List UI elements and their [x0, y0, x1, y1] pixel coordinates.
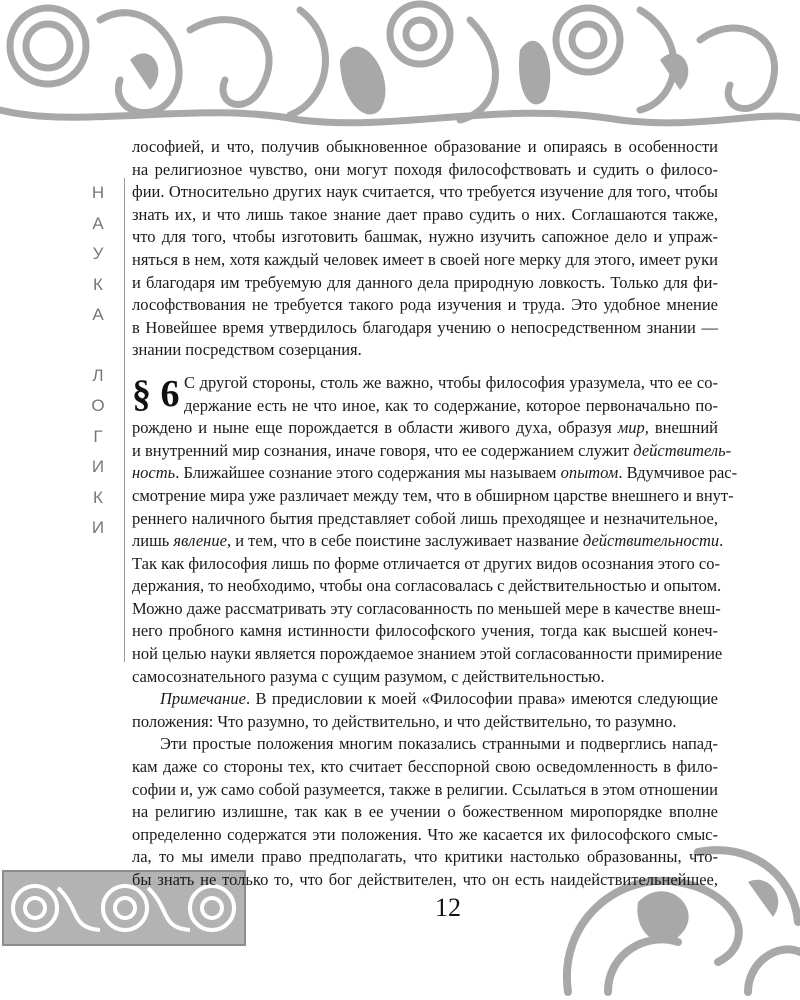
text-line: положения: Что разумно, то действительно, и что действительно, то разумно.: [132, 711, 677, 731]
text-line: самосознательного разума с сущим разумом, с действительностью.: [132, 666, 605, 686]
text-line: смотрение мира уже различает между тем, что в обширном царстве внешнего и внут-: [132, 485, 734, 505]
emphasis: мир,: [617, 418, 649, 438]
paragraph-continued: [132, 136, 718, 362]
text-line: держания, то необходимо, чтобы она согласовалась с действительностью и опытом.: [132, 576, 722, 596]
text-line: Эти простые положения многим показались странными и подверглись напад-: [160, 734, 718, 754]
section-6: [132, 372, 738, 688]
text-line: лишь явление, и тем, что в себе поистине заслуживает название действительности.: [132, 531, 724, 551]
text-line: на религию излишне, так как в ее учении о божественном миропорядке вполне: [132, 802, 718, 822]
text-line: Так как философия лишь по форме отличается от других видов осознания этого со-: [132, 553, 720, 573]
side-letter: О: [91, 396, 105, 415]
text-line: лософией, и что, получив обыкновенное образование и опираясь в особенности: [132, 137, 718, 156]
side-letter: У: [92, 244, 104, 263]
text-line: фии. Относительно других наук считается, что требуется изучение для того, чтобы: [132, 182, 718, 202]
text-line: в Новейшее время утвердилось благодаря учению о непосредственном знании —: [132, 317, 718, 337]
emphasis: действитель-: [633, 440, 732, 460]
text-line: Примечание. В предисловии к моей «Философии права» имеются следующие: [160, 689, 718, 709]
text-line: С другой стороны, столь же важно, чтобы философия уразумела, что ее со-: [184, 372, 718, 392]
text-line: бы знать не только то, что бог действителен, что он есть наидействительнейшее,: [132, 870, 718, 889]
side-letter: И: [91, 457, 105, 476]
emphasis: действительности: [582, 531, 720, 551]
text-line: него пробного камня истинности философского учения, тогда как высшей конеч-: [132, 621, 718, 641]
side-letter: Л: [92, 365, 104, 385]
text-line: ность. Ближайшее сознание этого содержания мы называем опытом. Вдумчивое рас-: [132, 463, 738, 483]
side-title: [83, 178, 113, 544]
text-line: лософствования не требуется такого рода изучения и труда. Это удобное мнение: [132, 295, 718, 315]
text-line: знании посредством созерцания.: [132, 340, 362, 360]
text-line: Можно даже рассматривать эту согласованность по меньшей мере в качестве внеш-: [132, 598, 721, 618]
text-line: няться в нем, хотя каждый человек имеет в своей ноге мерку для этого, имеет руки: [132, 249, 718, 269]
emphasis: явление: [173, 531, 227, 551]
text-line: кам даже со стороны тех, кто считает бесспорной свою осведомленность в фило-: [132, 757, 718, 777]
text-line: реннего наличного бытия представляет собой лишь преходящее и незначительное,: [132, 508, 718, 528]
side-letter: А: [92, 213, 104, 233]
text-line: на религиозное чувство, они могут походя философствовать и судить о филосо-: [132, 159, 718, 179]
text-line: держание есть не что иное, как то содержание, которое первоначально по-: [184, 395, 718, 415]
side-letter: И: [91, 518, 105, 537]
note-label: Примечание: [160, 689, 246, 709]
top-ornament-border: [0, 0, 800, 132]
text-line: рождено и ныне еще порождается в области живого духа, образуя мир, внешний: [132, 418, 718, 438]
side-letter: К: [93, 274, 103, 294]
text-line: и внутренний мир сознания, иначе говоря, что ее содержанием служит действитель-: [132, 440, 732, 460]
text-line: ной целью науки является порождаемое знанием этой согласованности примирение: [132, 644, 723, 664]
text-line: знать их, и что лишь такое знание дает право судить о них. Соглашаются также,: [132, 204, 718, 224]
side-letter: А: [92, 305, 104, 324]
text-line: софии и, уж само собой разумеется, также в религии. Ссылаться в этом отношении: [132, 779, 718, 799]
text-line: ла, то мы имели право предполагать, что критики настолько образованны, что-: [132, 847, 718, 867]
note-paragraph: [132, 688, 718, 733]
section-number: § 6: [132, 372, 180, 415]
text-line: что для того, чтобы изготовить башмак, нужно изучить сапожное дело и упраж-: [132, 227, 718, 247]
emphasis: опытом: [560, 463, 619, 483]
side-letter: Г: [93, 426, 103, 446]
paragraph: [132, 733, 718, 891]
text-line: и благодаря им требуемую для данного дела природную ловкость. Только для фи-: [132, 272, 718, 292]
text-line: определенно содержатся эти положения. Что же касается их философского смыс-: [132, 824, 718, 844]
emphasis: ность: [132, 463, 176, 483]
side-letter: Н: [91, 183, 105, 202]
body-text: [132, 136, 738, 892]
side-divider-rule: [124, 178, 125, 662]
page-number: 12: [435, 893, 461, 922]
side-letter: К: [93, 487, 103, 507]
